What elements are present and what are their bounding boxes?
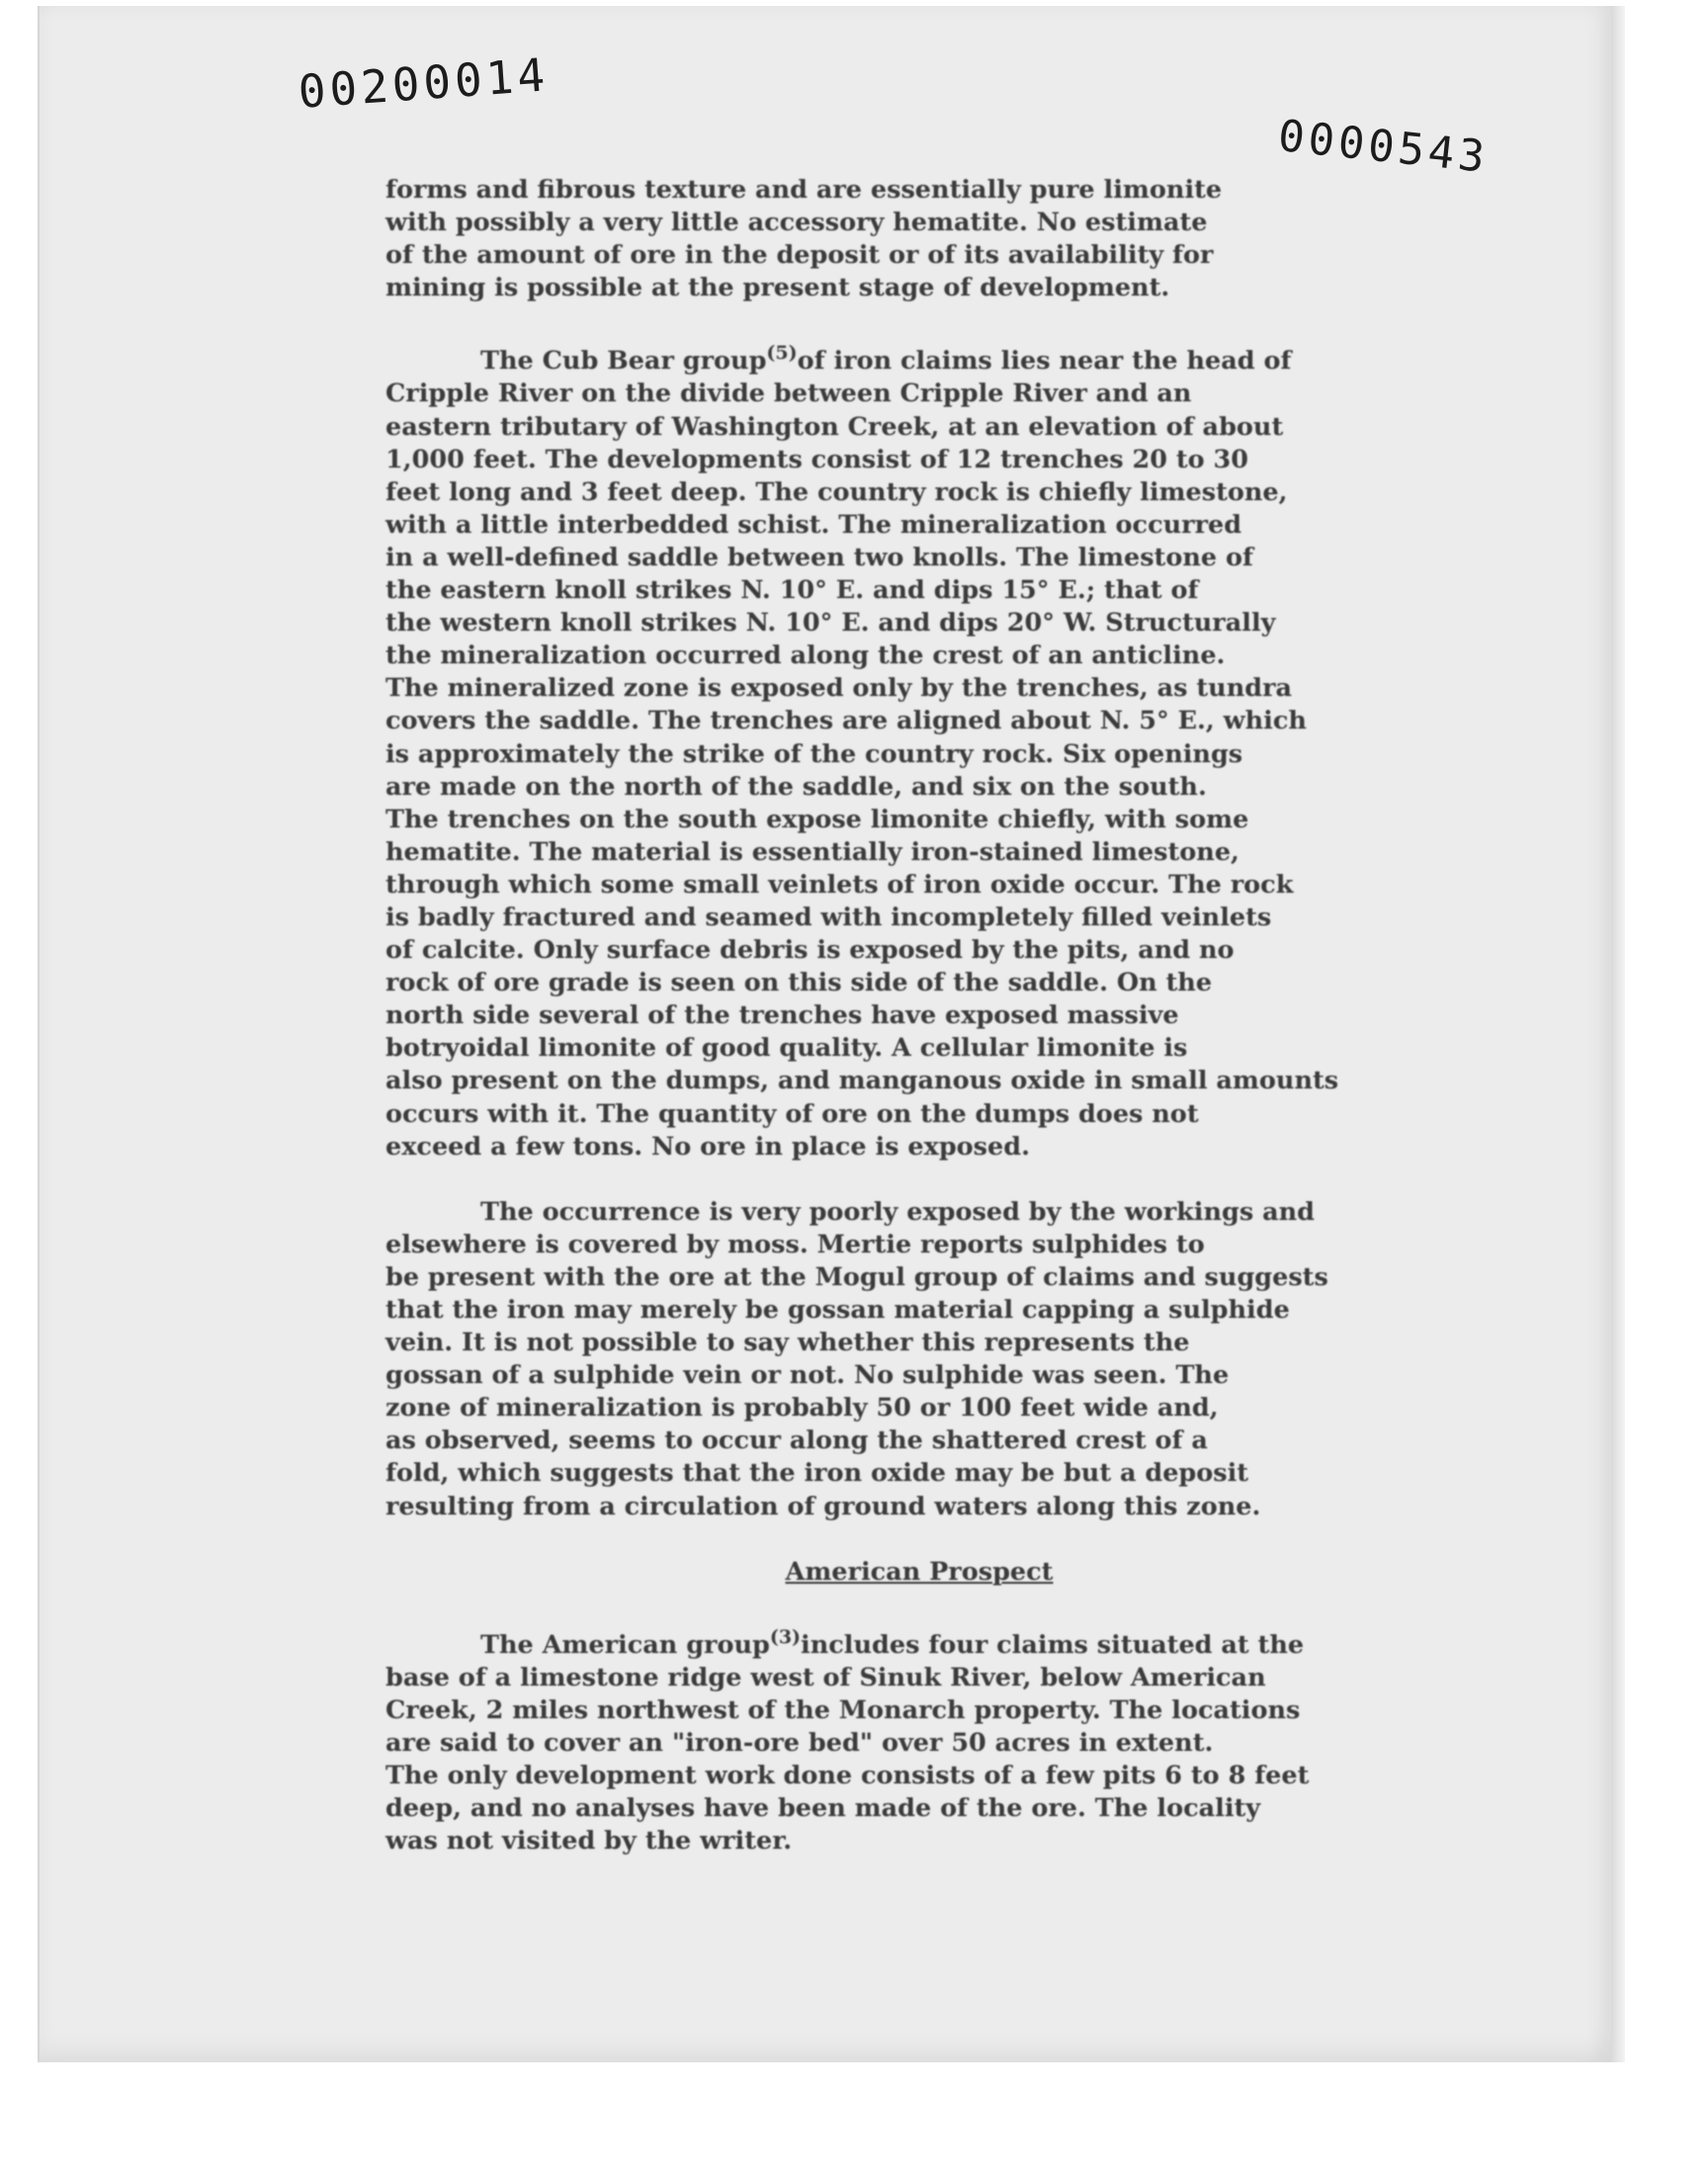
text-line: The occurrence is very poorly exposed by the workings and — [480, 1196, 1315, 1227]
text-line: be present with the ore at the Mogul group of claims and suggests — [385, 1262, 1328, 1292]
text-line: through which some small veinlets of iron oxide occur. The rock — [385, 869, 1294, 900]
text-line: the eastern knoll strikes N. 10° E. and dips 15° E.; that of — [385, 575, 1199, 606]
text-line: is approximately the strike of the country rock. Six openings — [385, 739, 1243, 769]
text-line: The mineralized zone is exposed only by the trenches, as tundra — [385, 673, 1293, 704]
reference-number: (5) — [766, 342, 798, 365]
text-line: Cripple River on the divide between Cripple River and an — [385, 379, 1192, 409]
text-line: is badly fractured and seamed with incompletely filled veinlets — [385, 902, 1272, 932]
text-line: of the amount of ore in the deposit or of its availability for — [385, 240, 1214, 271]
text-line: gossan of a sulphide vein or not. No sulphide was seen. The — [385, 1360, 1230, 1391]
paragraph-american-group — [385, 1621, 1493, 1859]
document-body — [385, 174, 1493, 1858]
sheet-edge-shadow — [1611, 6, 1625, 2062]
text-fragment: The Cub Bear group — [480, 346, 767, 377]
text-line: 1,000 feet. The developments consist of 12 trenches 20 to 30 — [385, 444, 1249, 475]
text-line: are made on the north of the saddle, and six on the south. — [385, 771, 1207, 802]
text-fragment: of iron claims lies near the head of — [797, 346, 1292, 377]
text-line: zone of mineralization is probably 50 or 100 feet wide and, — [385, 1393, 1219, 1424]
text-line: as observed, seems to occur along the shattered crest of a — [385, 1426, 1208, 1456]
text-line: exceed a few tons. No ore in place is exposed. — [385, 1131, 1030, 1162]
section-heading: American Prospect — [785, 1556, 1054, 1587]
text-line: base of a limestone ridge west of Sinuk River, below American — [385, 1662, 1266, 1693]
text-line: resulting from a circulation of ground waters along this zone. — [385, 1491, 1261, 1522]
text-line: are said to cover an "iron-ore bed" over 50 acres in extent. — [385, 1728, 1214, 1759]
text-line: also present on the dumps, and manganous oxide in small amounts — [385, 1066, 1339, 1096]
text-line: rock of ore grade is seen on this side of the saddle. On the — [385, 968, 1213, 999]
text-line: the mineralization occurred along the crest of an anticline. — [385, 641, 1226, 671]
text-line: the western knoll strikes N. 10° E. and dips 20° W. Structurally — [385, 608, 1276, 639]
text-line: north side several of the trenches have exposed massive — [385, 1000, 1179, 1031]
text-line: hematite. The material is essentially iron-stained limestone, — [385, 836, 1239, 867]
stamp-number-left: 00200014 — [297, 47, 551, 119]
text-line: feet long and 3 feet deep. The country rock is chiefly limestone, — [385, 477, 1288, 507]
text-line: covers the saddle. The trenches are aligned about N. 5° E., which — [385, 706, 1307, 737]
text-line: that the iron may merely be gossan material capping a sulphide — [385, 1295, 1290, 1325]
paragraph-cub-bear — [385, 337, 1493, 1163]
text-line: with possibly a very little accessory hematite. No estimate — [385, 208, 1208, 238]
text-line: was not visited by the writer. — [385, 1826, 793, 1857]
text-line: of calcite. Only surface debris is exposed by the pits, and no — [385, 935, 1235, 966]
text-line: mining is possible at the present stage of development. — [385, 273, 1170, 304]
text-line: eastern tributary of Washington Creek, at an elevation of about — [385, 411, 1284, 442]
text-line — [385, 337, 1493, 378]
text-line: forms and fibrous texture and are essentially pure limonite — [385, 175, 1223, 205]
text-line: The only development work done consists of a few pits 6 to 8 feet — [385, 1761, 1310, 1791]
text-line: elsewhere is covered by moss. Mertie reports sulphides to — [385, 1229, 1205, 1260]
text-line: The trenches on the south expose limonite chiefly, with some — [385, 804, 1249, 834]
paragraph-occurrence — [385, 1196, 1493, 1523]
text-line: vein. It is not possible to say whether this represents the — [385, 1328, 1190, 1358]
text-line: occurs with it. The quantity of ore on the dumps does not — [385, 1098, 1199, 1129]
text-line: botryoidal limonite of good quality. A cellular limonite is — [385, 1033, 1188, 1064]
text-line — [385, 1621, 1493, 1662]
text-line: with a little interbedded schist. The mineralization occurred — [385, 509, 1242, 540]
text-line: in a well-defined saddle between two knolls. The limestone of — [385, 542, 1253, 572]
text-line: fold, which suggests that the iron oxide may be but a deposit — [385, 1458, 1249, 1489]
text-line: deep, and no analyses have been made of the ore. The locality — [385, 1793, 1261, 1824]
text-line: Creek, 2 miles northwest of the Monarch property. The locations — [385, 1695, 1301, 1725]
reference-number: (3) — [769, 1625, 802, 1648]
stamp-number-right: 0000543 — [1275, 111, 1492, 184]
text-fragment: The American group — [480, 1629, 770, 1660]
text-fragment: includes four claims situated at the — [801, 1629, 1305, 1660]
paragraph-continuation — [385, 174, 1493, 304]
